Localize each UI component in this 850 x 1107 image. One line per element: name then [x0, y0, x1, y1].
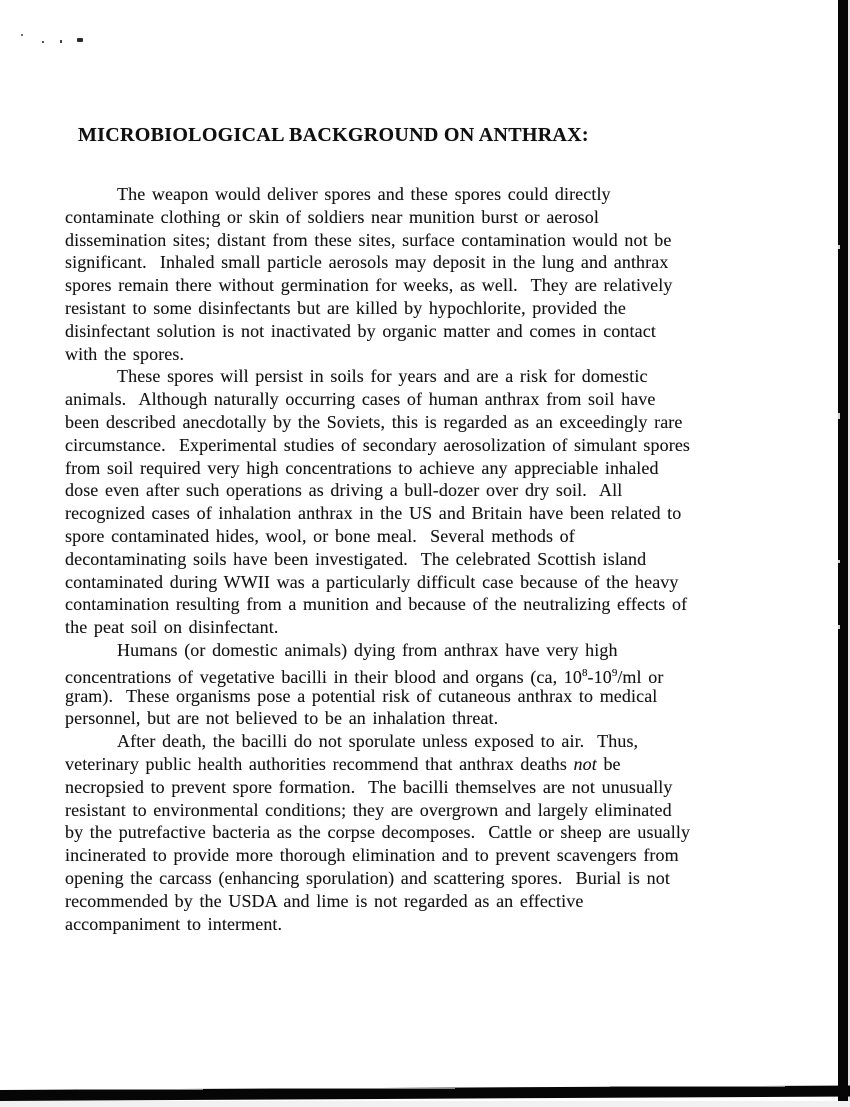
- scan-noise-speck: [77, 38, 83, 42]
- text-line: contaminated during WWII was a particularly difficult case because of the heavy: [65, 571, 679, 592]
- paragraph-weapon-delivery: [65, 183, 805, 365]
- text-line: recommended by the USDA and lime is not regarded as an effective: [65, 890, 584, 911]
- text-line: with the spores.: [65, 343, 185, 364]
- text-segment: 8: [582, 666, 588, 679]
- text-line: resistant to environmental conditions; they are overgrown and largely eliminated: [65, 799, 672, 820]
- scan-noise-speck: [42, 41, 44, 43]
- scan-noise-speck: [60, 40, 62, 43]
- text-line: [65, 662, 805, 685]
- text-line: disinfectant solution is not inactivated by organic matter and comes in contact: [65, 320, 656, 341]
- text-line: incinerated to provide more thorough elimination and to prevent scavengers from: [65, 845, 679, 866]
- paragraph-spores-in-soil: [65, 365, 805, 639]
- text-line: by the putrefactive bacteria as the corpse decomposes. Cattle or sheep are usually: [65, 822, 691, 843]
- text-segment: /ml or: [617, 666, 664, 687]
- text-line: animals. Although naturally occurring cases of human anthrax from soil have: [65, 389, 656, 410]
- text-line: the peat soil on disinfectant.: [65, 617, 279, 638]
- text-line: recognized cases of inhalation anthrax in the US and Britain have been related to: [65, 503, 682, 524]
- text-line: Humans (or domestic animals) dying from anthrax have very high: [117, 639, 618, 660]
- text-line: resistant to some disinfectants but are killed by hypochlorite, provided the: [65, 297, 626, 318]
- text-segment: veterinary public health authorities recommend that anthrax deaths: [65, 753, 574, 774]
- text-segment: be: [596, 753, 621, 774]
- text-line: spore contaminated hides, wool, or bone meal. Several methods of: [65, 525, 575, 546]
- scan-edge-right-bar: [838, 0, 848, 1107]
- text-line: dose even after such operations as driving a bull-dozer over dry soil. All: [65, 480, 623, 501]
- scan-noise-hairline: [73, 1089, 203, 1090]
- text-line: decontaminating soils have been investigated. The celebrated Scottish island: [65, 548, 647, 569]
- text-line: After death, the bacilli do not sporulate unless exposed to air. Thus,: [117, 731, 639, 752]
- text-line: spores remain there without germination for weeks, as well. They are relatively: [65, 275, 673, 296]
- text-line: personnel, but are not believed to be an inhalation threat.: [65, 708, 499, 729]
- text-line: necropsied to prevent spore formation. The bacilli themselves are not unusually: [65, 776, 673, 797]
- text-line: The weapon would deliver spores and these spores could directly: [117, 184, 611, 204]
- text-line: accompaniment to interment.: [65, 913, 283, 934]
- text-line: These spores will persist in soils for years and are a risk for domestic: [117, 366, 648, 387]
- text-segment: -10: [587, 666, 612, 687]
- text-segment: 9: [611, 666, 618, 679]
- text-line: opening the carcass (enhancing sporulation) and scattering spores. Burial is not: [65, 867, 670, 888]
- scan-noise-speck: [21, 34, 23, 36]
- scan-noise-hairline: [610, 1086, 785, 1087]
- scan-noise-notch: [838, 413, 840, 419]
- scan-edge-bottom-sliver: [0, 1101, 850, 1107]
- document-title: MICROBIOLOGICAL BACKGROUND ON ANTHRAX:: [78, 124, 589, 146]
- text-line: dissemination sites; distant from these sites, surface contamination would not be: [65, 229, 672, 250]
- text-line: from soil required very high concentrations to achieve any appreciable inhaled: [65, 457, 659, 478]
- scan-noise-hairline: [275, 1088, 455, 1089]
- document-body-text: [65, 183, 805, 935]
- text-segment: not: [573, 753, 597, 774]
- paragraph-bacilli-concentration: [65, 639, 805, 730]
- scan-noise-notch: [838, 245, 840, 249]
- text-line: contaminate clothing or skin of soldiers near munition burst or aerosol: [65, 206, 599, 227]
- text-line: gram). These organisms pose a potential risk of cutaneous anthrax to medical: [65, 685, 658, 706]
- text-line: contamination resulting from a munition and because of the neutralizing effects of: [65, 594, 688, 615]
- text-line: been described anecdotally by the Soviets, this is regarded as an exceedingly rare: [65, 411, 683, 432]
- text-line: [65, 753, 805, 776]
- text-line: circumstance. Experimental studies of secondary aerosolization of simulant spores: [65, 434, 691, 455]
- paragraph-after-death: [65, 730, 805, 935]
- text-line: significant. Inhaled small particle aerosols may deposit in the lung and anthrax: [65, 252, 669, 273]
- text-segment: concentrations of vegetative bacilli in their blood and organs (ca, 10: [65, 666, 583, 687]
- scan-noise-notch: [838, 560, 840, 563]
- scan-noise-notch: [838, 625, 840, 629]
